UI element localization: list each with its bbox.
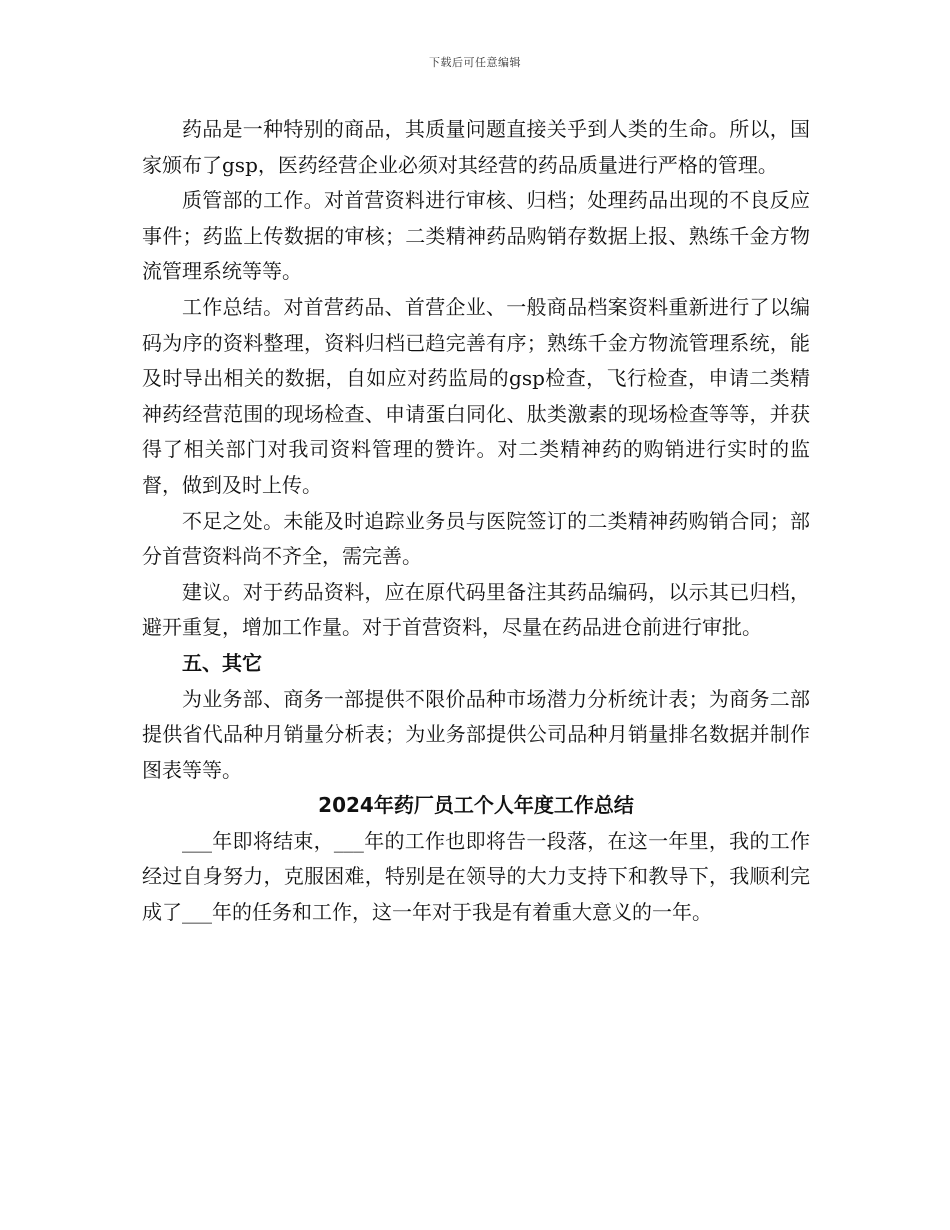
paragraph-intro: 药品是一种特别的商品，其质量问题直接关乎到人类的生命。所以，国家颁布了gsp，医药经营企业必须对其经营的药品质量进行严格的管理。: [142, 117, 810, 177]
paragraph-shortcomings: 不足之处。未能及时追踪业务员与医院签订的二类精神药购销合同；部分首营资料尚不齐全，需完善。: [142, 508, 810, 569]
paragraph-year-end: ___年即将结束，___年的工作也即将告一段落，在这一年里，我的工作经过自身努力，克服困难，特别是在领导的大力支持下和教导下，我顺利完成了___年的任务和工作，这一年对于我是有着重大意义的一年。: [142, 828, 810, 925]
paragraph-suggestions: 建议。对于药品资料，应在原代码里备注其药品编码，以示其已归档，避开重复，增加工作量。对于首营资料，尽量在药品进仓前进行审批。: [142, 579, 810, 640]
paragraph-work-summary: 工作总结。对首营药品、首营企业、一般商品档案资料重新进行了以编码为序的资料整理，资料归档已趋完善有序；熟练千金方物流管理系统，能及时导出相关的数据，自如应对药监局的gsp检查，飞行检查，申请二类精神药经营范围的现场检查、申请蛋白同化、肽类激素的现场检查等等，并获得了相关部门对我司资料管理的赞许。对二类精神药的购销进行实时的监督，做到及时上传。: [142, 294, 810, 497]
document-body: [142, 112, 810, 931]
paragraph-other: 为业务部、商务一部提供不限价品种市场潜力分析统计表；为商务二部提供省代品种月销量分析表；为业务部提供公司品种月销量排名数据并制作图表等等。: [142, 686, 810, 782]
paragraph-qa-work: 质管部的工作。对首营资料进行审核、归档；处理药品出现的不良反应事件；药监上传数据的审核；二类精神药品购销存数据上报、熟练千金方物流管理系统等等。: [142, 188, 810, 284]
page-header: 下载后可任意编辑: [429, 56, 521, 69]
document-title: 2024年药厂员工个人年度工作总结: [318, 793, 634, 818]
section-heading: 五、其它: [182, 650, 262, 675]
